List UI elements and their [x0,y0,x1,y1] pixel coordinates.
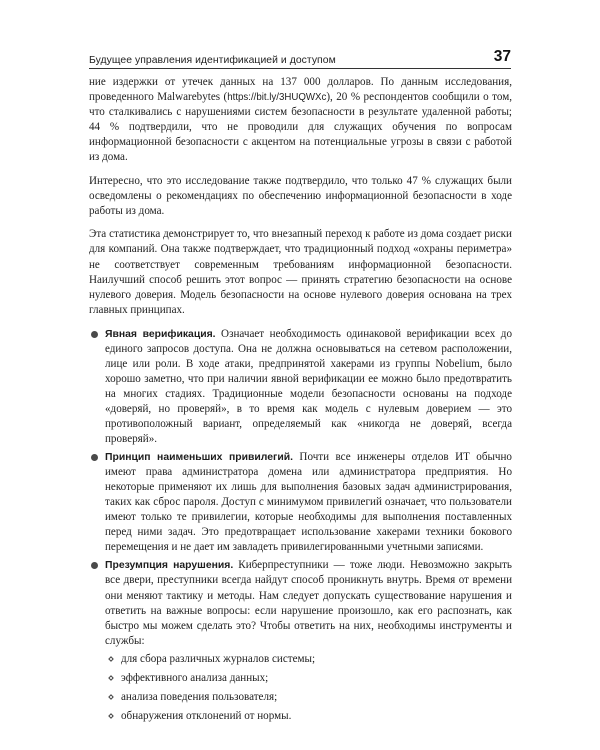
running-header-title: Будущее управления идентификацией и доступом [89,55,336,66]
tools-list [105,652,512,724]
paragraph-breach-costs-start: ние издержки от утечек данных на 137 000 долларов. По данным исследования, проведенного Malwarebytes ( [89,76,512,104]
malwarebytes-link[interactable]: https://bit.ly/3HUQWXc [227,92,327,104]
tools-list-item-text: анализа поведения пользователя; [121,691,278,704]
tools-list-item [105,652,512,667]
principle-explicit-verification [89,327,512,447]
bullet-dot-icon [91,331,98,338]
tools-list-item [105,709,512,724]
tools-list-item [105,671,512,686]
diamond-bullet-icon [108,714,114,720]
tools-list-item-text: для сбора различных журналов системы; [121,653,316,666]
principle-term: Презумпция нарушения. [105,560,234,572]
page-body [89,75,512,725]
running-header [89,44,511,66]
diamond-bullet-icon [108,695,114,701]
bullet-dot-icon [91,562,98,569]
tools-list-item-text: эффективного анализа данных; [121,672,269,685]
paragraph-awareness: Интересно, что это исследование также подтвердило, что только 47 % служащих были осведомлены о рекомендациях по обеспечению информационной безопасности в ходе работы из дома. [89,174,512,217]
tools-list-item-text: обнаружения отклонений от нормы. [121,710,292,723]
tools-list-item [105,690,512,705]
diamond-bullet-icon [108,657,114,663]
paragraph-breach-costs-end: ), 20 % респондентов сообщили о том, что сталкивались с нарушениями систем безопасности в результате удаленной работы; 44 % подтвердили, что не проводили для служащих обучения по вопросам информационной безопасности с акцентом на потенциальные угрозы в связи с работой из дома. [89,91,512,164]
principle-term: Явная верификация. [105,328,216,340]
diamond-bullet-icon [108,676,114,682]
page-number: 37 [493,48,511,65]
paragraph-breach-costs [89,75,512,165]
zero-trust-principles-list [89,327,512,725]
principle-text: Киберпреступники — тоже люди. Невозможно закрыть все двери, преступники всегда найдут способ проникнуть внутрь. Время от времени они меняют тактику и методы. Нам следует допускать существование нарушения и ответить на важные вопросы: если нарушение произошло, как его распознать, как быстро мы можем сделать это? Чтобы ответить на них, необходимы инструменты и службы: [105,559,512,647]
principle-least-privilege [89,450,512,555]
principle-text: Означает необходимость одинаковой верификации всех до единого запросов доступа. Она не должна основываться на сетевом расположении, лице или роли. В ходе атаки, предпринятой хакерами из группы Nobelium, было хорошо заметно, что при наличии явной верификации ее можно было предотвратить на многих стадиях. Традиционные модели безопасности основаны на подходе «доверяй, но проверяй», в то время как модель с нулевым доверием — это противоположный вариант, определяемый как «никогда не доверяй, всегда проверяй». [105,327,513,446]
principle-term: Принцип наименьших привилегий. [105,452,294,464]
paragraph-zero-trust: Эта статистика демонстрирует то, что внезапный переход к работе из дома создает риски для компаний. Она также подтверждает, что традиционный подход «охраны периметра» не соответствует современным требованиям информационной безопасности. Наилучший способ решить этот вопрос — принять стратегию безопасности на основе нулевого доверия. Модель безопасности на основе нулевого доверия основана на трех главных принципах. [89,228,512,316]
header-divider [89,68,511,69]
bullet-dot-icon [91,454,98,461]
principle-text: Почти все инженеры отделов ИТ обычно имеют права администратора домена или администратора предприятия. Но некоторые применяют их лишь для выполнения базовых задач администрирования, таких как сброс пароля. Доступ с минимумом привилегий означает, что пользователи имеют только те привилегии, которые необходимы для выполнения поставленных перед ними задач. Это предотвращает использование хакерами техники бокового перемещения и не дает им завладеть привилегированными учетными записями. [105,451,512,554]
principle-assume-breach [89,558,512,724]
